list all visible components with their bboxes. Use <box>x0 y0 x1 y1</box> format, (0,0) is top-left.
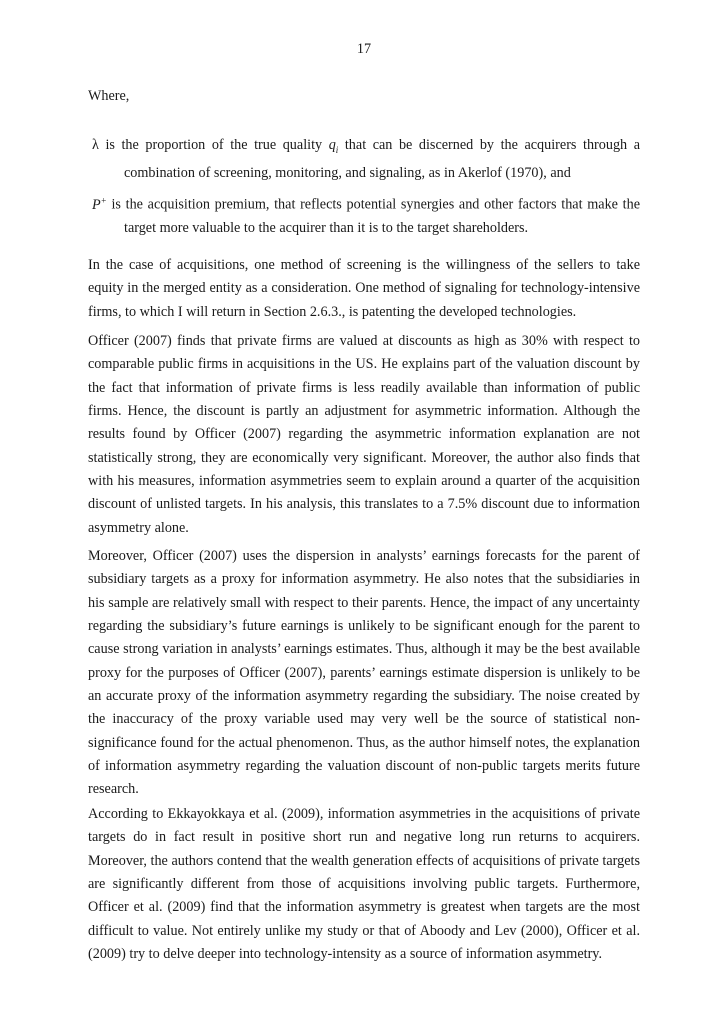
where-label: Where, <box>88 88 130 104</box>
paragraph-officer-2007: Officer (2007) finds that private firms are valued at discounts as high as 30% with respect to comparable public firms in acquisitions in the US. He explains part of the valuation discount by the fact that information of private firms is less readily available than information of public firms. Hence, the discount is partly an adjustment for asymmetric information. Although the results found by Officer (2007) regarding the asymmetric information explanation are not statistically strong, they are economically very significant. Moreover, the author also finds that with his measures, information asymmetries seem to explain around a quarter of the acquisition discount of unlisted targets. In his analysis, this translates to a 7.5% discount due to information asymmetry alone. <box>88 333 640 536</box>
premium-symbol: P+ <box>92 195 107 213</box>
paragraph-dispersion: Moreover, Officer (2007) uses the dispersion in analysts’ earnings forecasts for the parent of subsidiary targets as a proxy for information asymmetry. He also notes that the subsidiaries in his sample are relatively small with respect to their parents. Hence, the impact of any uncertainty regarding the subsidiary’s future earnings is unlikely to be significant enough for the parent to cause strong variation in analysts’ earnings estimates. Thus, although it may be the best available proxy for the purposes of Officer (2007), parents’ earnings estimate dispersion is unlikely to be an accurate proxy of the information asymmetry regarding the subsidiary. The noise created by the inaccuracy of the proxy variable used may very well be the source of statistical non-significance found for the actual phenomenon. Thus, as the author himself notes, the explanation of information asymmetry regarding the valuation discount of non-public targets merits future research. <box>88 548 640 798</box>
definition-lambda <box>88 134 640 185</box>
page-number: 17 <box>356 41 372 57</box>
definition-premium-line2: target more valuable to the acquirer than it is to the target shareholders. <box>124 219 529 236</box>
definition-premium <box>88 189 640 240</box>
definition-premium-line1: P+ is the acquisition premium, that reflects potential synergies and other factors that make the <box>92 195 641 213</box>
definition-lambda-line1: λ is the proportion of the true quality $q_i$ that can be discerned by the acquirers through a <box>92 137 641 155</box>
quality-variable: $q_i$ <box>328 137 339 155</box>
lambda-symbol: λ <box>92 137 99 153</box>
paragraph-ekkayokkaya: According to Ekkayokkaya et al. (2009), information asymmetries in the acquisitions of private targets do in fact result in positive short run and negative long run returns to acquirers. Moreover, the authors contend that the wealth generation effects of acquisitions of private targets are significantly different from those of acquisitions involving public targets. Furthermore, Officer et al. (2009) find that the information asymmetry is greatest when targets are the most difficult to value. Not entirely unlike my study or that of Aboody and Lev (2000), Officer et al. (2009) try to delve deeper into technology-intensity as a source of information asymmetry. <box>88 806 640 963</box>
paragraph-screening: In the case of acquisitions, one method of screening is the willingness of the sellers to take equity in the merged entity as a consideration. One method of signaling for technology-intensive firms, to which I will return in Section 2.6.3., is patenting the developed technologies. <box>88 257 640 320</box>
definition-lambda-line2: combination of screening, monitoring, and signaling, as in Akerlof (1970), and <box>124 164 571 181</box>
